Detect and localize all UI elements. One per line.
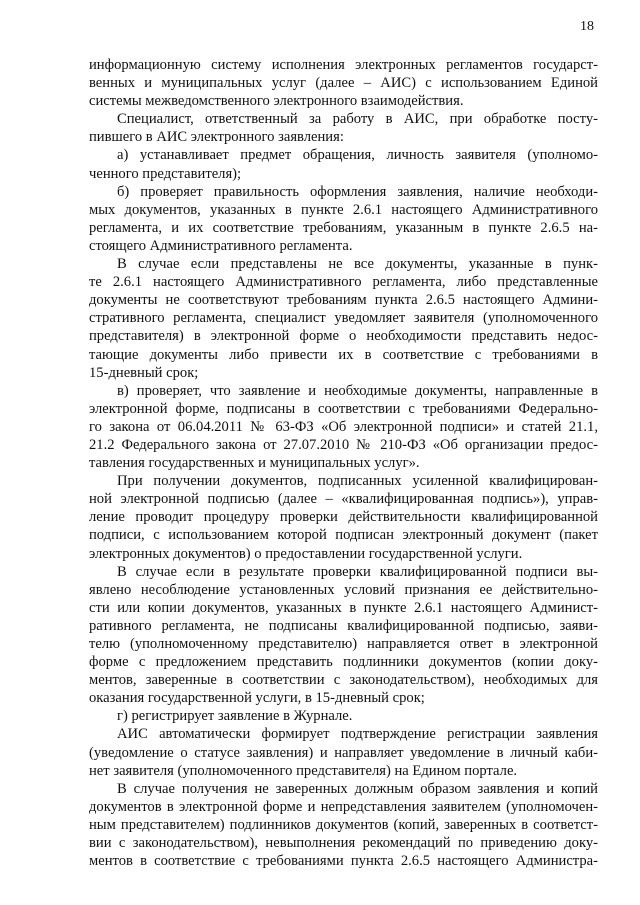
- text-line: ментов, заверенные в соответствии с законодательством), необходимых для: [89, 672, 598, 689]
- text-line: стративного регламента, специалист уведомляет заявителя (уполномоченного: [89, 310, 598, 327]
- text-line: При получении документов, подписанных усиленной квалифицирован-: [117, 473, 598, 490]
- text-line: 15-дневный срок;: [89, 364, 199, 381]
- paragraph: [89, 563, 598, 708]
- text-line: тавления государственных и муниципальных услуг».: [89, 455, 420, 472]
- paragraph: [89, 110, 598, 146]
- text-line: ным представителем) подлинников документов (копий, заверенных в соответст-: [89, 816, 598, 833]
- paragraph: [89, 472, 598, 562]
- text-line: документов в электронной форме и непредставления заявителем (уполномочен-: [89, 798, 598, 815]
- text-line: стоящего Административного регламента.: [89, 237, 353, 254]
- paragraph: [89, 146, 598, 182]
- text-line: подписи, с использованием которой подписан электронный документ (пакет: [89, 527, 598, 544]
- text-line: сти или копии документов, указанных в пункте 2.6.1 настоящего Админист-: [89, 599, 598, 616]
- paragraph: [89, 56, 598, 110]
- paragraph: [89, 707, 598, 725]
- text-line: телю (уполномоченному представителю) направляется ответ в электронной: [89, 636, 598, 652]
- text-line: АИС автоматически формирует подтверждение регистрации заявления: [117, 726, 598, 743]
- paragraph: [89, 780, 598, 870]
- paragraph: [89, 255, 598, 382]
- text-line: в) проверяет, что заявление и необходимые документы, направленные в: [117, 382, 598, 399]
- text-line: явлено несоблюдение установленных условий признания ее действительно-: [89, 581, 598, 598]
- text-line: регламента, и их соответствие требованиям, указанным в пункте 2.6.5 на-: [89, 219, 598, 236]
- page-number: 18: [580, 19, 594, 34]
- paragraph: [89, 382, 598, 472]
- text-line: В случае получения не заверенных должным образом заявления и копий: [117, 780, 598, 797]
- text-line: Специалист, ответственный за работу в АИС, при обработке посту-: [117, 111, 598, 128]
- text-line: пившего в АИС электронного заявления:: [89, 129, 344, 146]
- text-line: системы межведомственного электронного взаимодействия.: [89, 93, 464, 110]
- text-line: ментов в соответствие с требованиями пункта 2.6.5 настоящего Администра-: [89, 853, 598, 870]
- text-line: вии с законодательством), невыполнения рекомендаций по приведению доку-: [89, 835, 598, 852]
- text-line: В случае если представлены не все документы, указанные в пунк-: [117, 256, 598, 273]
- text-line: го закона от 06.04.2011 № 63-ФЗ «Об электронной подписи» и статей 21.1,: [89, 418, 598, 435]
- text-line: а) устанавливает предмет обращения, личность заявителя (уполномо-: [117, 147, 598, 164]
- text-line: тающие документы либо привести их в соответствие с требованиями в: [89, 346, 598, 363]
- text-line: (уведомление о статусе заявления) и направляет уведомление в личный каби-: [89, 744, 598, 761]
- body-text: [89, 56, 598, 870]
- text-line: венных и муниципальных услуг (далее – АИС) с использованием Единой: [89, 75, 598, 92]
- paragraph: [89, 183, 598, 255]
- text-line: В случае если в результате проверки квалифицированной подписи вы-: [117, 563, 598, 580]
- text-line: мых документов, указанных в пункте 2.6.1 настоящего Административного: [89, 201, 598, 218]
- text-line: ративного регламента, не подписаны квалифицированной подписью, заяви-: [89, 617, 598, 634]
- text-line: б) проверяет правильность оформления заявления, наличие необходи-: [117, 183, 598, 200]
- text-line: ной электронной подписью (далее – «квалифицированная подпись»), управ-: [89, 491, 598, 508]
- text-line: ление проводит процедуру проверки действительности квалифицированной: [89, 509, 598, 526]
- text-line: г) регистрирует заявление в Журнале.: [117, 708, 353, 725]
- text-line: электронных документов) о предоставлении государственной услуги.: [89, 545, 523, 562]
- text-line: 21.2 Федерального закона от 27.07.2010 № 210-ФЗ «Об организации предос-: [89, 436, 598, 453]
- text-line: информационную систему исполнения электронных регламентов государст-: [89, 57, 598, 73]
- text-line: нет заявителя (уполномоченного представителя) на Едином портале.: [89, 762, 518, 779]
- paragraph: [89, 725, 598, 779]
- text-line: ченного представителя);: [89, 165, 242, 182]
- text-line: документы не соответствуют требованиям пункта 2.6.5 настоящего Админи-: [89, 292, 598, 309]
- text-line: представителя) в электронной форме о необходимости представить недос-: [89, 328, 598, 345]
- text-line: оказания государственной услуги, в 15-дневный срок;: [89, 690, 425, 707]
- text-line: электронной форме, подписаны в соответствии с требованиями Федерально-: [89, 400, 598, 417]
- text-line: форме с предложением представить подлинники документов (копии доку-: [89, 654, 598, 671]
- text-line: те 2.6.1 настоящего Административного регламента, либо представленные: [89, 274, 598, 291]
